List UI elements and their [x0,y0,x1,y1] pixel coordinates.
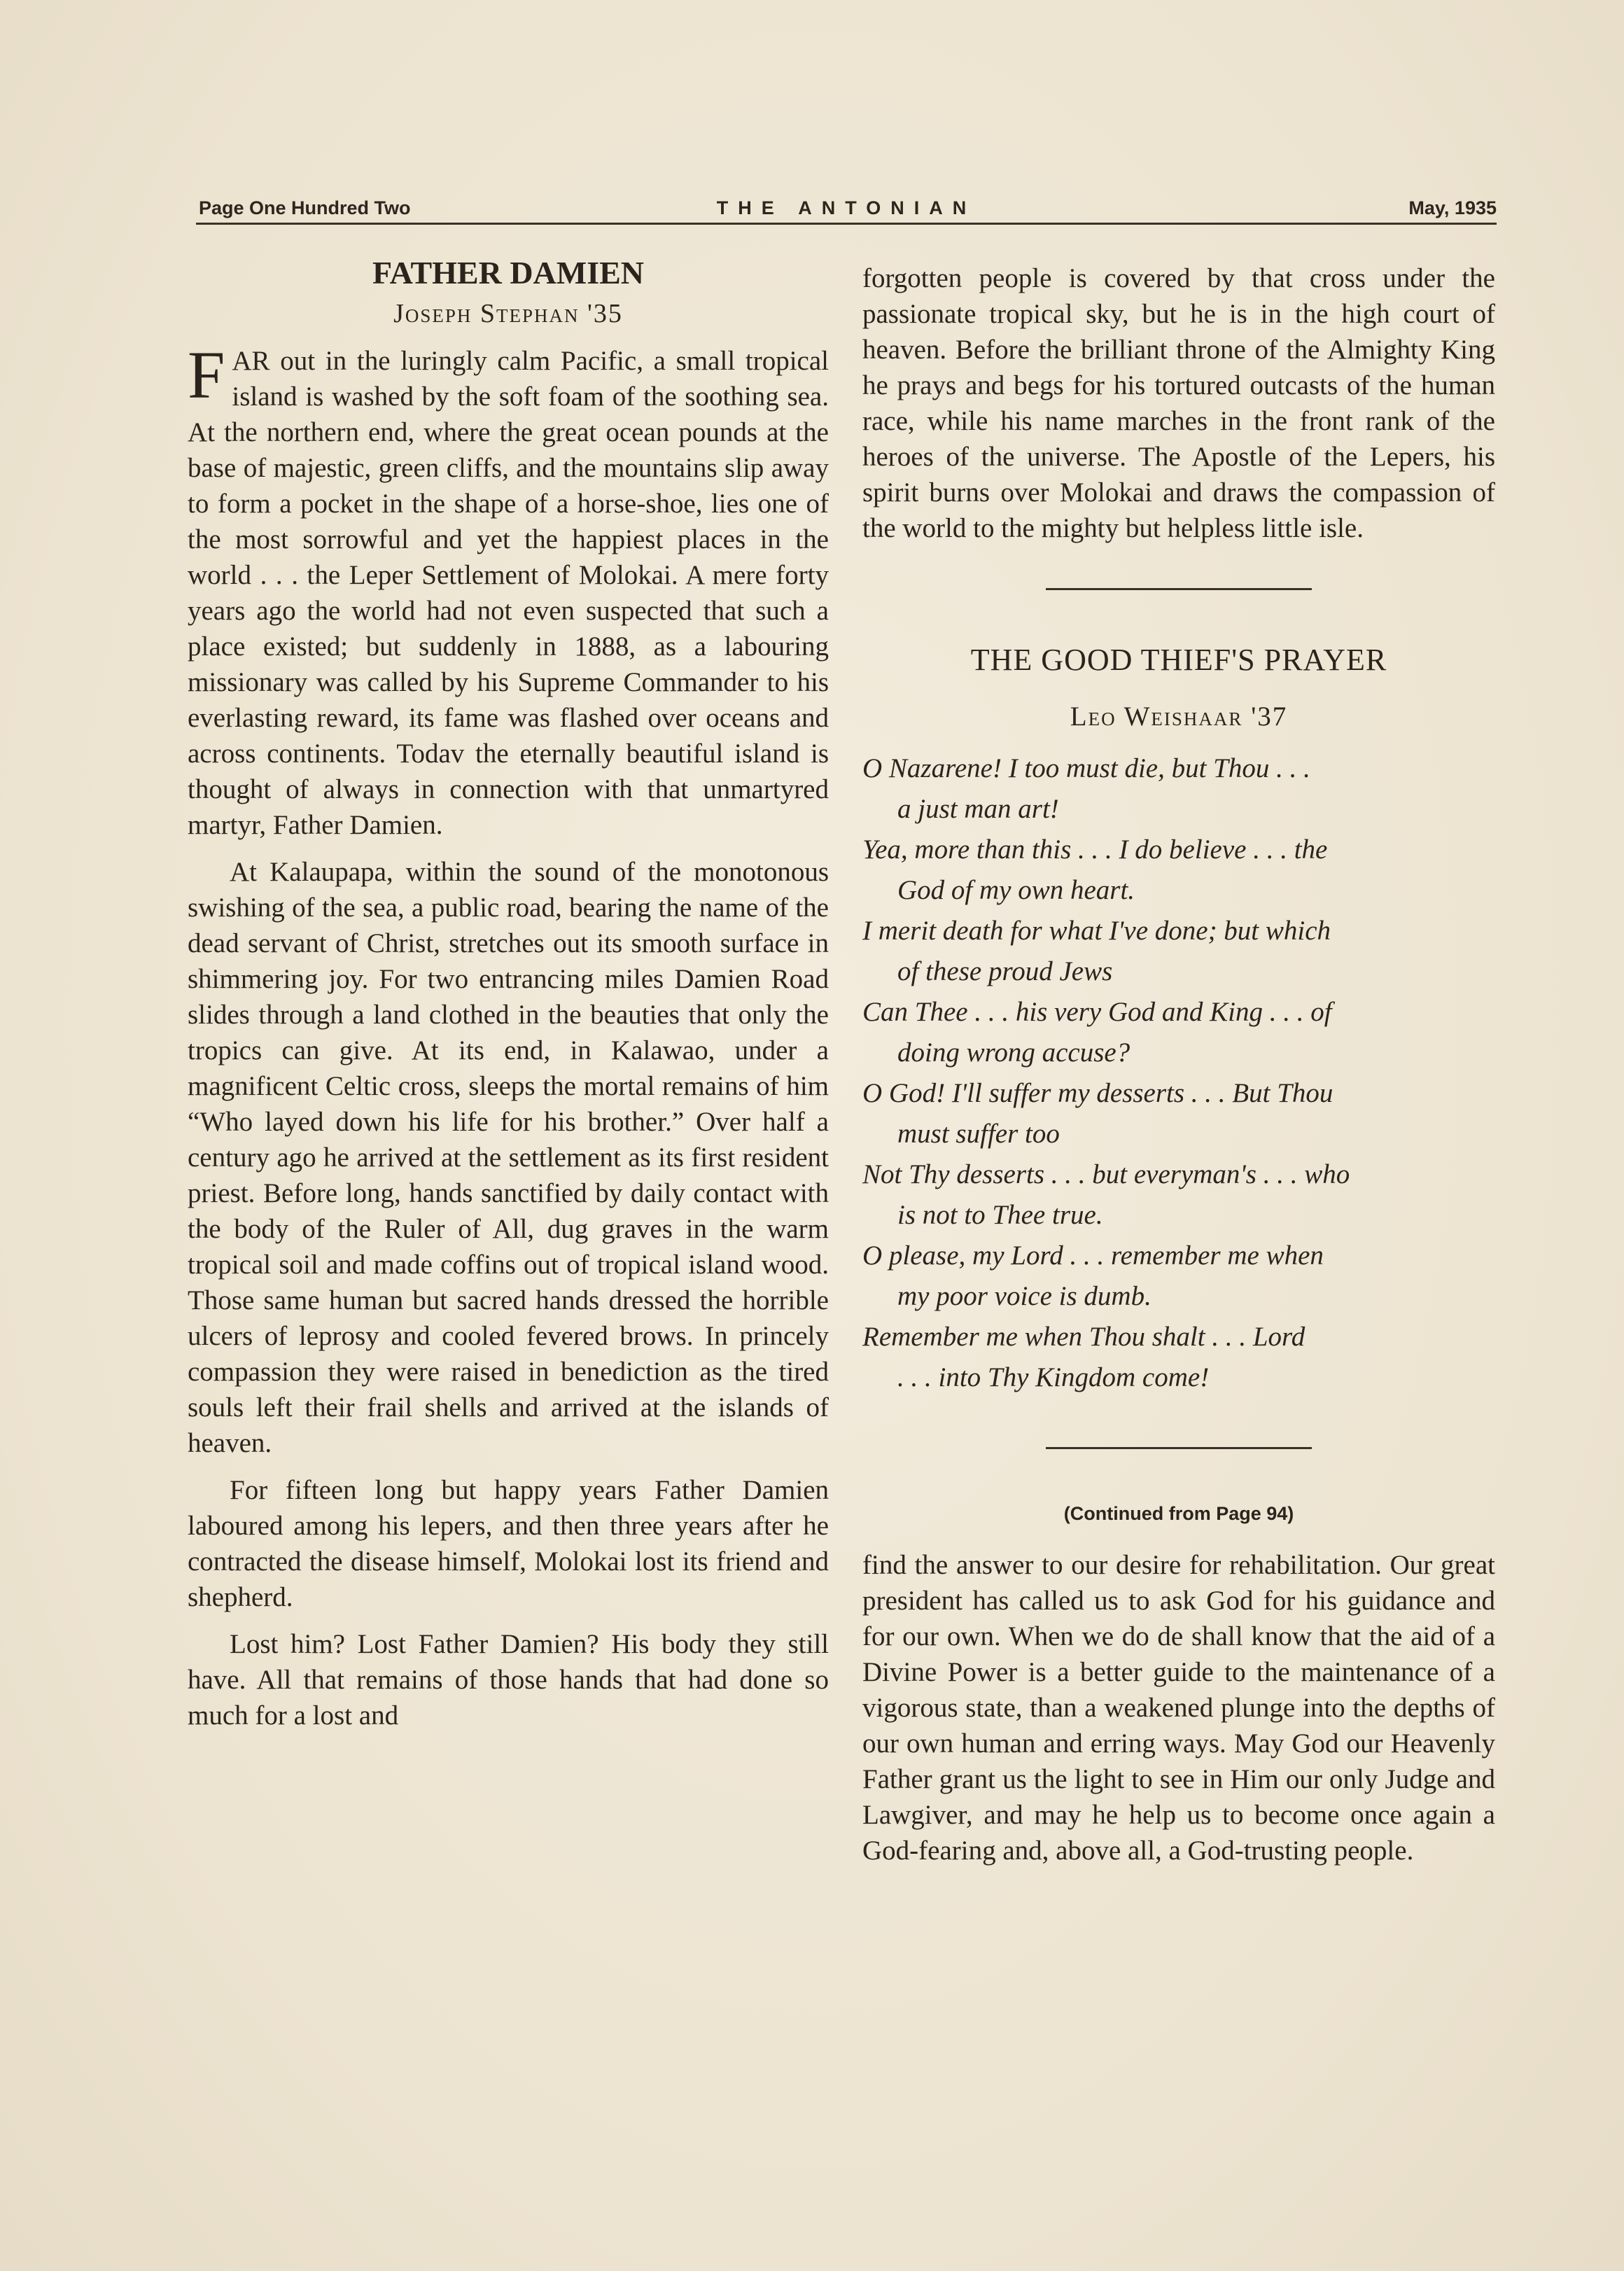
article-author: Joseph Stephan '35 [393,299,623,328]
poem-line: a just man art! [897,794,1059,824]
running-header [196,195,1497,225]
poem-line: doing wrong accuse? [897,1037,1130,1068]
poem-line: Yea, more than this . . . I do believe . . . the [862,834,1328,865]
continued-note: (Continued from Page 94) [1063,1503,1294,1524]
poem-line: is not to Thee true. [897,1200,1103,1230]
header-rule [196,223,1497,225]
poem-title: THE GOOD THIEF'S PRAYER [970,643,1387,677]
poem-line: I merit death for what I've done; but which [862,916,1331,946]
publication-title: THE ANTONIAN [716,197,976,218]
poem-line: must suffer too [897,1119,1060,1149]
poem-line: God of my own heart. [897,875,1135,905]
poem-line: Can Thee . . . his very God and King . . . of [862,997,1332,1027]
drop-cap: F [188,337,225,412]
poem-body [862,748,1495,1398]
poem-line: of these proud Jews [897,956,1113,986]
section-divider [1046,1447,1312,1449]
poem-line: O please, my Lord . . . remember me when [862,1241,1324,1271]
article-paragraph-5: forgotten people is covered by that cross under the passionate tropical sky, but he is in the high court of heaven. Before the brilliant throne of the Almighty King he prays and begs for his tortured outcasts of the human race, while his name marches in the front rank of the heroes of the universe. The Apostle of the Lepers, his spirit burns over Molokai and draws the compassion of the world to the mighty but helpless little isle. [862,263,1495,543]
poem-line: Not Thy desserts . . . but everyman's . . . who [862,1159,1350,1189]
section-divider [1046,588,1312,590]
poem-author: Leo Weishaar '37 [1070,701,1288,732]
poem-line: O Nazarene! I too must die, but Thou . . . [862,753,1310,783]
article-paragraph-4: Lost him? Lost Father Damien? His body they still have. All that remains of those hands that had done so much for a lost and [188,1629,829,1731]
poem-line: O God! I'll suffer my desserts . . . But Thou [862,1078,1334,1108]
poem-line: . . . into Thy Kingdom come! [897,1362,1210,1392]
article-paragraph-2: At Kalaupapa, within the sound of the monotonous swishing of the sea, a public road, bearing the name of the dead servant of Christ, stretches out its smooth surface in shimmering joy. For two entrancing miles Damien Road slides through a land clothed in the beauties that only the tropics can give. At its end, in Kalawao, under a magnificent Celtic cross, sleeps the mortal remains of him “Who layed down his life for his brother.” Over half a century ago he arrived at the settlement as its first resident priest. Before long, hands sanctified by daily contact with the body of the Ruler of All, dug graves in the warm tropical soil and made coffins out of tropical island wood. Those same human but sacred hands dressed the horrible ulcers of leprosy and cooled fevered brows. In princely compassion they were raised in benediction as the tired souls left their frail shells and arrived at the islands of heaven. [188,857,829,1458]
issue-date: May, 1935 [1408,197,1497,218]
article-paragraph-3: For fifteen long but happy years Father Damien laboured among his lepers, and then three years after he contracted the disease himself, Molokai lost its friend and shepherd. [188,1475,829,1612]
right-column [862,260,1495,1868]
left-column [188,252,829,1733]
article-title: FATHER DAMIEN [372,255,644,291]
poem-line: Remember me when Thou shalt . . . Lord [862,1322,1306,1352]
continued-paragraph: find the answer to our desire for rehabilitation. Our great president has called us to ask God for his guidance and for our own. When we do de shall know that the aid of a Divine Power is a better guide to the maintenance of a vigorous state, than a weakened plunge into the depths of our own human and erring ways. May God our Heavenly Father grant us the light to see in Him our only Judge and Lawgiver, and may he help us to become once again a God-fearing and, above all, a God-trusting people. [862,1550,1495,1866]
poem-line: my poor voice is dumb. [897,1281,1152,1311]
article-paragraph-1: FAR out in the luringly calm Pacific, a small tropical island is washed by the soft foam of the soothing sea. At the northern end, where the great ocean pounds at the base of majestic, green cliffs, and the mountains slip away to form a pocket in the shape of a horse-shoe, lies one of the most sorrowful and yet the happiest places in the world . . . the Leper Settlement of Molokai. A mere forty years ago the world had not even suspected that such a place existed; but suddenly in 1888, as a labouring missionary was called by his Supreme Commander to his everlasting reward, its fame was flashed over oceans and across continents. Todav the eternally beautiful island is thought of always in connection with that unmartyred martyr, Father Damien. [188,337,829,840]
page-number-label: Page One Hundred Two [199,197,411,218]
